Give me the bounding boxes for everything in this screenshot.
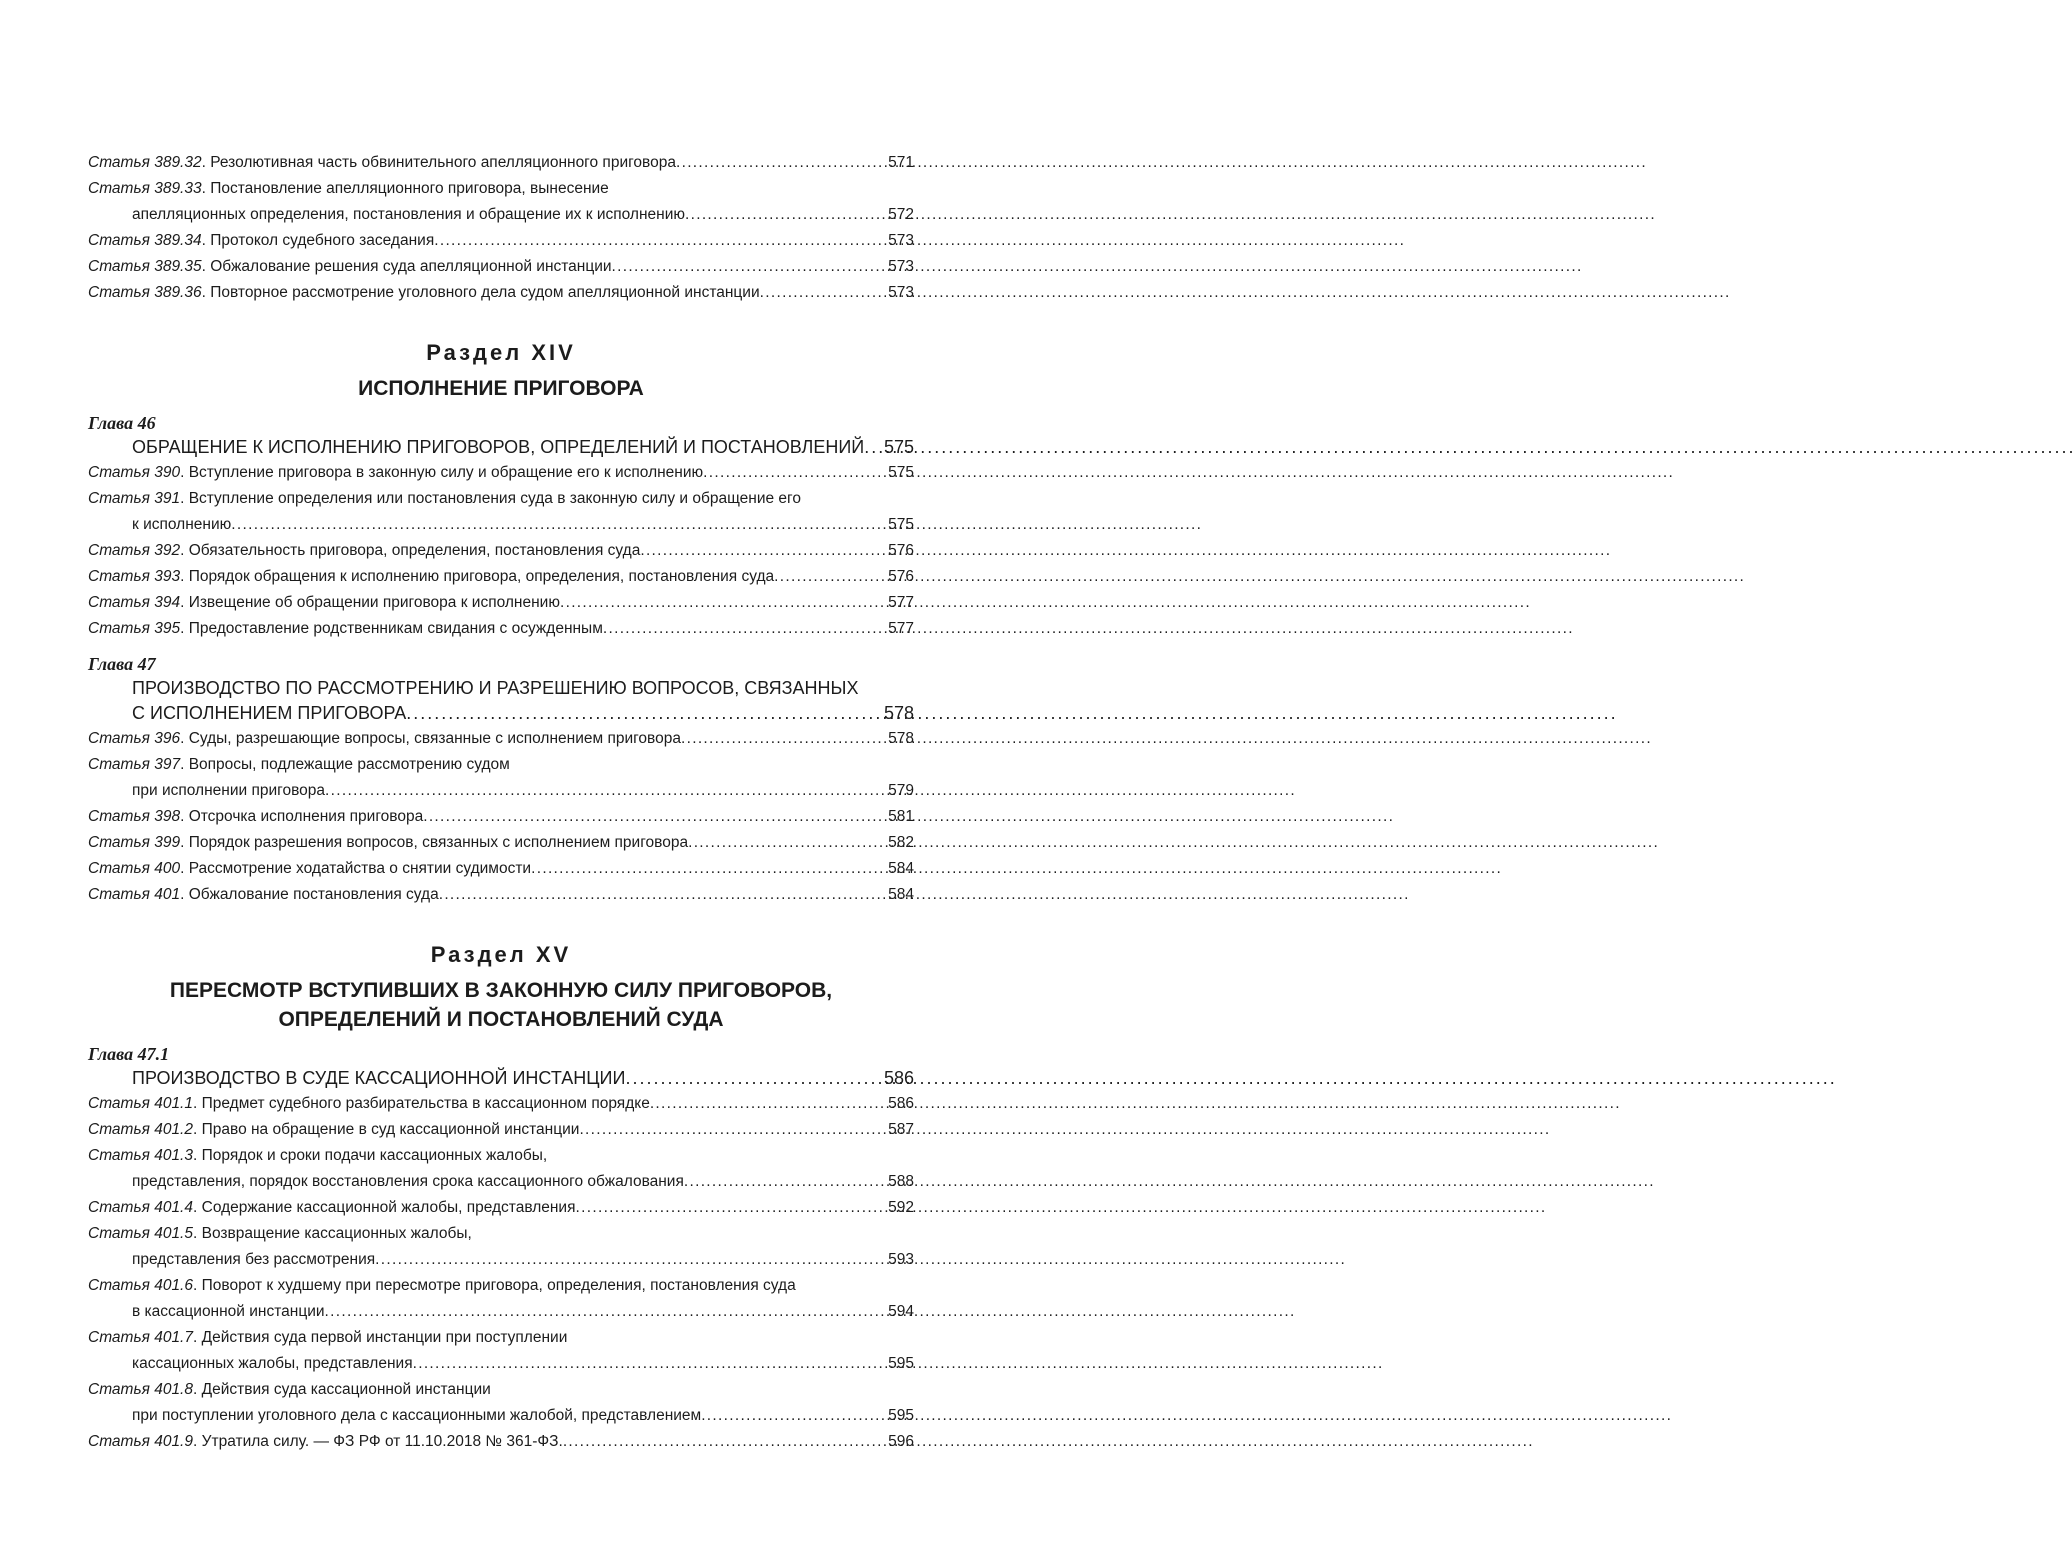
toc-entry-line <box>88 752 914 778</box>
toc-entry-line <box>88 1221 914 1247</box>
page-number: 581 <box>888 808 914 825</box>
label-separator: . <box>180 860 189 877</box>
chapter-title <box>88 1066 914 1091</box>
article-title: Действия суда первой инстанции при поступлении <box>201 1329 568 1346</box>
dot-leader <box>231 512 887 538</box>
toc-article-entry[interactable] <box>88 486 914 538</box>
label-separator: . <box>180 594 189 611</box>
chapter-heading[interactable] <box>88 1042 914 1091</box>
article-label: Статья 401.8 <box>88 1381 193 1398</box>
article-label: Статья 397 <box>88 756 181 773</box>
toc-article-entry[interactable] <box>88 752 914 804</box>
page-number: 578 <box>883 703 914 723</box>
toc-entry-line <box>88 280 914 306</box>
article-title: в кассационной инстанции <box>132 1303 325 1320</box>
article-title: Вступление определения или постановления суда в законную силу и обращение его <box>188 490 801 507</box>
dot-leader <box>434 228 887 254</box>
article-label: Статья 400 <box>88 860 181 877</box>
label-separator: . <box>193 1329 202 1346</box>
toc-article-entry[interactable] <box>88 1325 914 1377</box>
dot-leader <box>650 1091 887 1117</box>
section-title: ОПРЕДЕЛЕНИЙ И ПОСТАНОВЛЕНИЙ СУДА <box>278 1008 724 1031</box>
chapter-title-line <box>132 435 914 460</box>
toc-entry-line <box>88 1143 914 1169</box>
page-number: 596 <box>888 1433 914 1450</box>
article-title: Действия суда кассационной инстанции <box>201 1381 491 1398</box>
article-title: представления, порядок восстановления срока кассационного обжалования <box>132 1173 684 1190</box>
label-separator: . <box>180 464 189 481</box>
chapter-title-line <box>132 1066 914 1091</box>
article-label: Статья 389.32 <box>88 154 202 171</box>
toc-article-entry[interactable] <box>88 228 914 254</box>
toc-article-entry[interactable] <box>88 1117 914 1143</box>
toc-entry-line <box>88 882 914 908</box>
toc-entry-line <box>88 1195 914 1221</box>
dot-leader <box>531 856 887 882</box>
toc-entry-line <box>88 1351 914 1377</box>
article-title: Вступление приговора в законную силу и обращение его к исполнению <box>188 464 704 481</box>
article-title: Порядок и сроки подачи кассационных жалобы, <box>201 1147 548 1164</box>
label-separator: . <box>180 730 189 747</box>
label-separator: . <box>193 1225 202 1242</box>
chapter-heading[interactable] <box>88 411 914 460</box>
page-number: 577 <box>888 620 914 637</box>
toc-article-entry[interactable] <box>88 1091 914 1117</box>
label-separator: . <box>193 1095 202 1112</box>
dot-leader <box>681 726 887 752</box>
label-separator: . <box>201 284 211 301</box>
toc-entry-line <box>88 1247 914 1273</box>
label-separator: . <box>193 1147 202 1164</box>
toc-entry-line <box>88 1273 914 1299</box>
dot-leader <box>760 280 888 306</box>
toc-entry-line <box>88 176 914 202</box>
article-label: Статья 390 <box>88 464 181 481</box>
page-number: 595 <box>888 1407 914 1424</box>
label-separator: . <box>193 1381 202 1398</box>
article-title: Возвращение кассационных жалобы, <box>201 1225 472 1242</box>
label-separator: . <box>180 834 189 851</box>
article-label: Статья 398 <box>88 808 181 825</box>
article-label: Статья 389.36 <box>88 284 202 301</box>
toc-entry-line <box>88 202 914 228</box>
article-label: Статья 401.9 <box>88 1433 193 1450</box>
toc-article-entry[interactable] <box>88 176 914 228</box>
label-separator: . <box>180 808 189 825</box>
dot-leader <box>423 804 887 830</box>
dot-leader <box>375 1247 887 1273</box>
toc-article-entry[interactable] <box>88 564 914 590</box>
label-separator: . <box>193 1433 202 1450</box>
label-separator: . <box>180 756 189 773</box>
toc-entry-line <box>88 778 914 804</box>
toc-article-entry[interactable] <box>88 856 914 882</box>
dot-leader <box>560 590 887 616</box>
article-title: Порядок разрешения вопросов, связанных с исполнением приговора <box>188 834 689 851</box>
toc-article-entry[interactable] <box>88 882 914 908</box>
toc-entry-line <box>88 804 914 830</box>
toc-article-entry[interactable] <box>88 1273 914 1325</box>
page-number: 588 <box>888 1173 914 1190</box>
dot-leader <box>864 435 883 460</box>
label-separator: . <box>193 1199 202 1216</box>
label-separator: . <box>201 232 211 249</box>
article-label: Статья 401.1 <box>88 1095 193 1112</box>
toc-entry-line <box>88 150 914 176</box>
article-title: Извещение об обращении приговора к исполнению <box>188 594 560 611</box>
chapter-heading[interactable] <box>88 652 914 726</box>
article-label: Статья 389.33 <box>88 180 202 197</box>
chapter-title-text: ПРОИЗВОДСТВО ПО РАССМОТРЕНИЮ И РАЗРЕШЕНИЮ ВОПРОСОВ, СВЯЗАННЫХ <box>132 678 859 698</box>
section-number: Раздел XV <box>430 942 572 967</box>
dot-leader <box>684 1169 887 1195</box>
page-number: 587 <box>888 1121 914 1138</box>
chapter-title <box>88 435 914 460</box>
article-label: Статья 401.4 <box>88 1199 193 1216</box>
toc-entry-line <box>88 830 914 856</box>
page-number: 577 <box>888 594 914 611</box>
article-label: Статья 401.6 <box>88 1277 193 1294</box>
table-of-contents <box>88 150 914 1455</box>
dot-leader <box>563 1429 887 1455</box>
dot-leader <box>576 1195 888 1221</box>
article-title: при поступлении уголовного дела с кассационными жалобой, представлением <box>132 1407 702 1424</box>
dot-leader <box>603 616 887 642</box>
toc-article-entry[interactable] <box>88 1143 914 1195</box>
dot-leader <box>701 1403 887 1429</box>
article-label: Статья 396 <box>88 730 181 747</box>
article-label: Статья 389.34 <box>88 232 202 249</box>
article-title: кассационных жалобы, представления <box>132 1355 413 1372</box>
dot-leader <box>579 1117 887 1143</box>
toc-article-entry[interactable] <box>88 280 914 306</box>
chapter-label: Глава 47 <box>88 654 156 674</box>
toc-entry-line <box>88 1299 914 1325</box>
chapter-title-text: ПРОИЗВОДСТВО В СУДЕ КАССАЦИОННОЙ ИНСТАНЦИИ <box>132 1068 626 1088</box>
chapter-label: Глава 46 <box>88 413 156 433</box>
label-separator: . <box>180 886 189 903</box>
toc-article-entry[interactable] <box>88 804 914 830</box>
section-title: ИСПОЛНЕНИЕ ПРИГОВОРА <box>358 377 644 400</box>
article-label: Статья 389.35 <box>88 258 202 275</box>
article-label: Статья 393 <box>88 568 181 585</box>
toc-article-entry[interactable] <box>88 726 914 752</box>
page-number: 595 <box>888 1355 914 1372</box>
page-number: 593 <box>888 1251 914 1268</box>
article-title: Утратила силу. — ФЗ РФ от 11.10.2018 № 361-ФЗ. <box>201 1433 563 1450</box>
label-separator: . <box>180 490 189 507</box>
label-separator: . <box>201 258 211 275</box>
toc-entry-line <box>88 254 914 280</box>
dot-leader <box>676 150 887 176</box>
toc-entry-line <box>88 460 914 486</box>
article-title: Предоставление родственникам свидания с осужденным <box>188 620 603 637</box>
dot-leader <box>612 254 888 280</box>
label-separator: . <box>201 180 211 197</box>
toc-article-entry[interactable] <box>88 1195 914 1221</box>
article-title: Содержание кассационной жалобы, представления <box>201 1199 576 1216</box>
toc-entry-line <box>88 1325 914 1351</box>
article-label: Статья 395 <box>88 620 181 637</box>
toc-entry-line <box>88 564 914 590</box>
dot-leader <box>625 1066 883 1091</box>
article-title: Суды, разрешающие вопросы, связанные с исполнением приговора <box>188 730 681 747</box>
article-title: Протокол судебного заседания <box>210 232 435 249</box>
page-number: 573 <box>888 284 914 301</box>
page-number: 584 <box>888 886 914 903</box>
article-label: Статья 399 <box>88 834 181 851</box>
article-title: Порядок обращения к исполнению приговора, определения, постановления суда <box>188 568 775 585</box>
dot-leader <box>406 701 883 726</box>
article-title: Обязательность приговора, определения, постановления суда <box>188 542 641 559</box>
article-title: Поворот к худшему при пересмотре приговора, определения, постановления суда <box>201 1277 796 1294</box>
page-number: 573 <box>888 232 914 249</box>
section-number: Раздел XIV <box>426 340 576 365</box>
chapter-title-line <box>132 701 914 726</box>
label-separator: . <box>201 154 211 171</box>
page-number: 576 <box>888 568 914 585</box>
article-title: Обжалование решения суда апелляционной инстанции <box>210 258 612 275</box>
page-number: 586 <box>883 1068 914 1088</box>
dot-leader <box>688 830 887 856</box>
page-number: 579 <box>888 782 914 799</box>
toc-entry-line <box>88 1117 914 1143</box>
toc-entry-line <box>88 590 914 616</box>
article-title: представления без рассмотрения <box>132 1251 376 1268</box>
page-number: 594 <box>888 1303 914 1320</box>
label-separator: . <box>180 620 189 637</box>
article-title: Постановление апелляционного приговора, вынесение <box>210 180 609 197</box>
article-label: Статья 401.2 <box>88 1121 193 1138</box>
chapter-title <box>88 676 914 726</box>
article-label: Статья 401.7 <box>88 1329 193 1346</box>
toc-article-entry[interactable] <box>88 254 914 280</box>
toc-article-entry[interactable] <box>88 1221 914 1273</box>
dot-leader <box>685 202 887 228</box>
article-title: к исполнению <box>132 516 232 533</box>
section-heading <box>88 940 914 1034</box>
article-title: апелляционных определения, постановления и обращение их к исполнению <box>132 206 685 223</box>
label-separator: . <box>180 568 189 585</box>
article-title: Повторное рассмотрение уголовного дела судом апелляционной инстанции <box>210 284 760 301</box>
toc-entry-line <box>88 726 914 752</box>
article-title: Право на обращение в суд кассационной инстанции <box>201 1121 580 1138</box>
dot-leader <box>413 1351 888 1377</box>
toc-entry-line <box>88 1377 914 1403</box>
page-number: 575 <box>883 437 914 457</box>
page-number: 584 <box>888 860 914 877</box>
page-number: 572 <box>888 206 914 223</box>
toc-entry-line <box>88 1091 914 1117</box>
chapter-label: Глава 47.1 <box>88 1044 170 1064</box>
dot-leader <box>325 778 887 804</box>
toc-entry-line <box>88 1403 914 1429</box>
toc-article-entry[interactable] <box>88 616 914 642</box>
article-label: Статья 401.3 <box>88 1147 193 1164</box>
page-number: 578 <box>888 730 914 747</box>
page-number: 575 <box>888 516 914 533</box>
section-heading <box>88 338 914 403</box>
article-label: Статья 394 <box>88 594 181 611</box>
article-label: Статья 391 <box>88 490 181 507</box>
toc-entry-line <box>88 228 914 254</box>
article-title: Вопросы, подлежащие рассмотрению судом <box>188 756 510 773</box>
chapter-title-text: С ИСПОЛНЕНИЕМ ПРИГОВОРА <box>132 703 407 723</box>
section-title: ПЕРЕСМОТР ВСТУПИВШИХ В ЗАКОННУЮ СИЛУ ПРИГОВОРОВ, <box>169 979 833 1002</box>
toc-entry-line <box>88 538 914 564</box>
dot-leader <box>774 564 887 590</box>
article-label: Статья 392 <box>88 542 181 559</box>
chapter-title-text: ОБРАЩЕНИЕ К ИСПОЛНЕНИЮ ПРИГОВОРОВ, ОПРЕДЕЛЕНИЙ И ПОСТАНОВЛЕНИЙ <box>132 437 865 457</box>
toc-article-entry[interactable] <box>88 460 914 486</box>
article-title: Обжалование постановления суда <box>188 886 439 903</box>
page-number: 592 <box>888 1199 914 1216</box>
toc-entry-line <box>88 1169 914 1195</box>
toc-entry-line <box>88 512 914 538</box>
article-title: Отсрочка исполнения приговора <box>188 808 424 825</box>
article-title: Резолютивная часть обвинительного апелляционного приговора <box>210 154 676 171</box>
article-title: Рассмотрение ходатайства о снятии судимости <box>188 860 532 877</box>
toc-article-entry[interactable] <box>88 150 914 176</box>
dot-leader <box>325 1299 888 1325</box>
article-title: при исполнении приговора <box>132 782 325 799</box>
toc-article-entry[interactable] <box>88 590 914 616</box>
page-number: 571 <box>888 154 914 171</box>
toc-article-entry[interactable] <box>88 1377 914 1429</box>
page-number: 586 <box>888 1095 914 1112</box>
toc-entry-line <box>88 856 914 882</box>
toc-entry-line <box>88 1429 914 1455</box>
dot-leader <box>703 460 887 486</box>
toc-entry-line <box>88 486 914 512</box>
page-number: 582 <box>888 834 914 851</box>
toc-article-entry[interactable] <box>88 830 914 856</box>
page-number: 575 <box>888 464 914 481</box>
article-title: Предмет судебного разбирательства в кассационном порядке <box>201 1095 650 1112</box>
toc-entry-line <box>88 616 914 642</box>
article-label: Статья 401.5 <box>88 1225 193 1242</box>
label-separator: . <box>193 1277 202 1294</box>
page-number: 573 <box>888 258 914 275</box>
chapter-title-line <box>132 676 914 701</box>
label-separator: . <box>193 1121 202 1138</box>
book-page <box>0 0 1000 1552</box>
dot-leader <box>640 538 887 564</box>
label-separator: . <box>180 542 189 559</box>
article-label: Статья 401 <box>88 886 181 903</box>
page-number: 576 <box>888 542 914 559</box>
toc-article-entry[interactable] <box>88 538 914 564</box>
toc-article-entry[interactable] <box>88 1429 914 1455</box>
dot-leader <box>439 882 887 908</box>
